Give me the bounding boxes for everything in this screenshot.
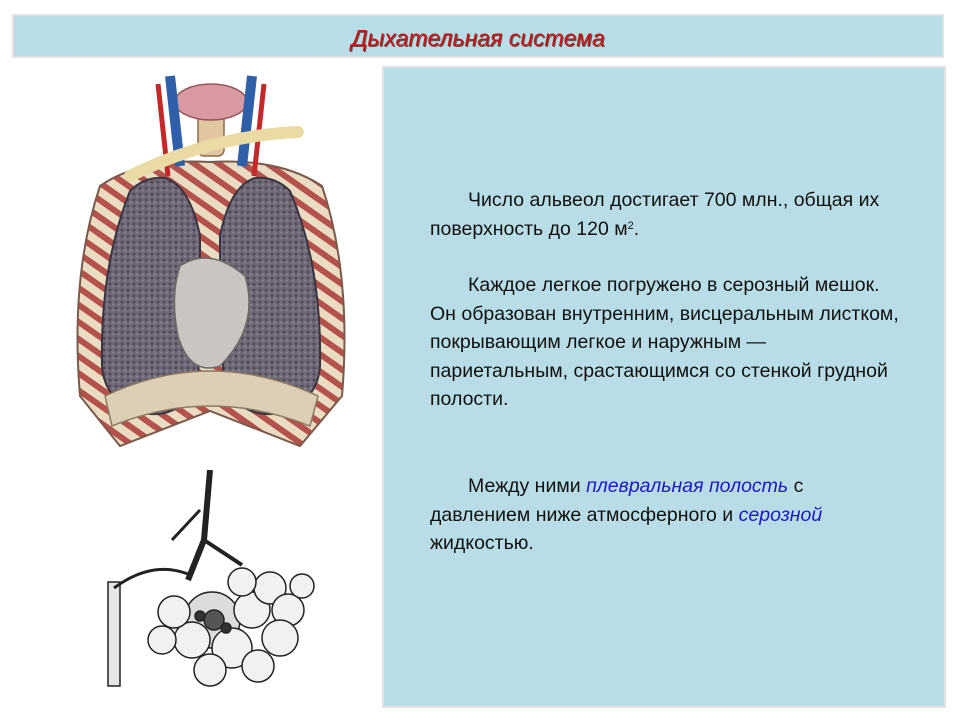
paragraph-serous-sac: Каждое легкое погружено в серозный мешок. Он образован внутренним, висцеральным листком, покрывающим легкое и наружным — париетальным, срастающимся со стенкой грудной полости. [430,274,899,410]
pleural-text-after: жидкостью. [430,532,534,554]
term-serous: серозной [738,503,823,526]
lungs-illustration [60,66,360,460]
paragraph-pleural-cavity [430,472,900,558]
superscript-2: 2 [627,219,634,232]
paragraph-alveoli-end: . [633,217,640,240]
slide-title: Дыхательная система [351,25,605,51]
pleural-text-middle: с давлением ниже атмосферного и [430,475,804,526]
alveoli-illustration [92,470,318,692]
paragraph-alveoli-count [430,186,900,243]
title-bar [12,14,944,58]
term-pleural-cavity: плевральная полость [586,475,789,497]
content-panel [382,66,946,708]
pleural-text-before: Между ними [468,475,587,497]
paragraph-alveoli-text: Число альвеол достигает 700 млн., общая их поверхность до 120 м [430,189,880,240]
